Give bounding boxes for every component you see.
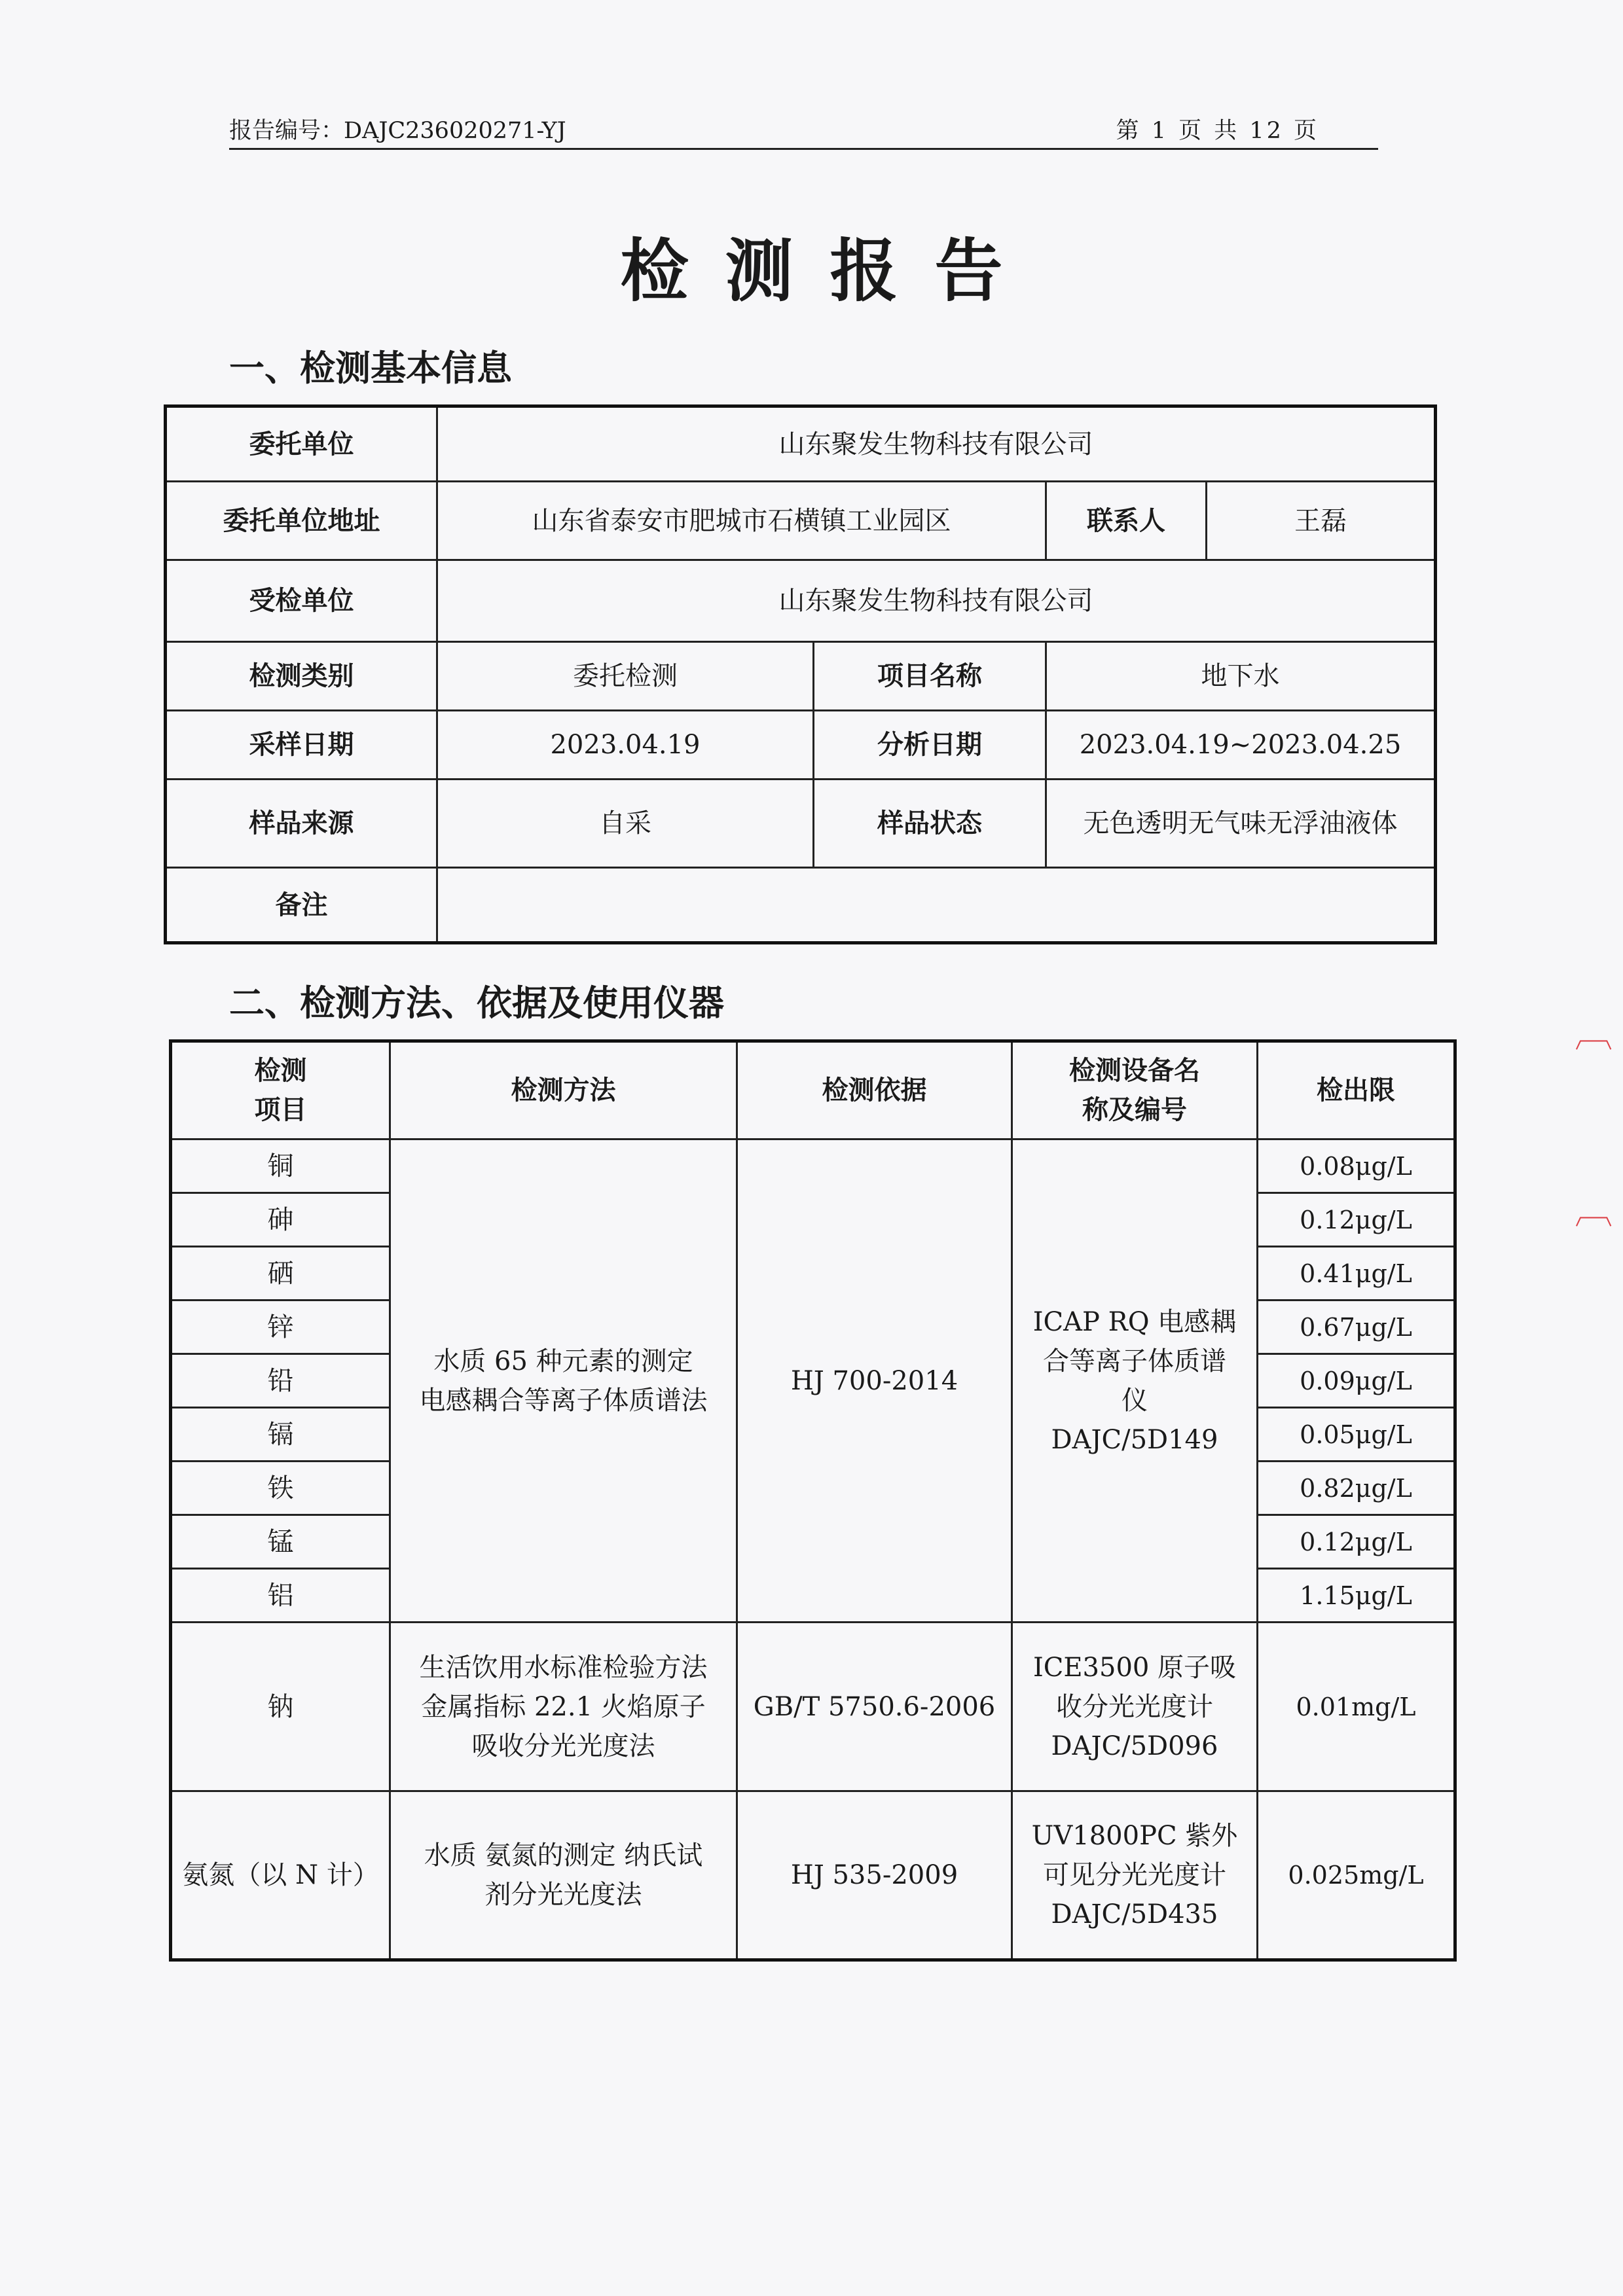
sample-source-value: 自采 [437, 780, 814, 868]
report-number: 报告编号：DAJC236020271-YJ [229, 118, 566, 144]
analysis-date-value: 2023.04.19~2023.04.25 [1046, 711, 1436, 780]
method-line: 电感耦合等离子体质谱法 [419, 1385, 708, 1416]
section-basic-info-title: 一、检测基本信息 [229, 348, 512, 389]
analysis-date-label: 分析日期 [814, 711, 1046, 780]
equipment-line: 可见分光光度计 [1043, 1860, 1226, 1890]
sampling-date-label: 采样日期 [166, 711, 437, 780]
client-label: 委托单位 [166, 406, 437, 482]
detection-limit: 0.41μg/L [1258, 1247, 1455, 1300]
detection-limit: 1.15μg/L [1258, 1569, 1455, 1623]
equipment-line: UV1800PC 紫外 [1031, 1821, 1238, 1851]
table-row [171, 1791, 1455, 1960]
item-name: 硒 [171, 1247, 390, 1300]
table-header-row [171, 1041, 1455, 1139]
sample-source-label: 样品来源 [166, 780, 437, 868]
header-basis: 检测依据 [737, 1041, 1012, 1139]
item-name: 锰 [171, 1515, 390, 1569]
item-name: 铝 [171, 1569, 390, 1623]
detection-limit: 0.12μg/L [1258, 1515, 1455, 1569]
equipment-line: DAJC/5D149 [1051, 1424, 1218, 1455]
category-value: 委托检测 [437, 642, 814, 711]
contact-value: 王磊 [1207, 482, 1436, 560]
equipment-cell [1012, 1139, 1258, 1623]
item-name: 铁 [171, 1462, 390, 1515]
seal-stamp-fragment: 〔 [1570, 1013, 1615, 1052]
table-row [171, 1623, 1455, 1791]
project-value: 地下水 [1046, 642, 1436, 711]
equipment-line: 合等离子体质谱 [1043, 1346, 1226, 1376]
equipment-line: 仪 [1122, 1385, 1148, 1416]
address-value: 山东省泰安市肥城市石横镇工业园区 [437, 482, 1046, 560]
table-row [166, 560, 1436, 642]
section-method-title: 二、检测方法、依据及使用仪器 [229, 982, 724, 1024]
header-item-line1: 检测 [254, 1056, 307, 1086]
method-cell [390, 1623, 737, 1791]
item-name: 氨氮（以 N 计） [171, 1791, 390, 1960]
method-table [169, 1039, 1457, 1962]
seal-stamp-fragment: 〔 [1570, 1189, 1615, 1229]
address-label: 委托单位地址 [166, 482, 437, 560]
equipment-cell [1012, 1791, 1258, 1960]
method-line: 剂分光光度法 [484, 1880, 642, 1910]
table-row [166, 868, 1436, 943]
item-name: 镉 [171, 1408, 390, 1462]
table-row [166, 642, 1436, 711]
sample-state-value: 无色透明无气味无浮油液体 [1046, 780, 1436, 868]
method-cell [390, 1139, 737, 1623]
equipment-cell [1012, 1623, 1258, 1791]
method-line: 水质 65 种元素的测定 [433, 1346, 693, 1376]
header-equipment [1012, 1041, 1258, 1139]
detection-limit: 0.01mg/L [1258, 1623, 1455, 1791]
method-line: 吸收分光光度法 [471, 1731, 655, 1761]
report-title: 检测报告 [620, 231, 1040, 311]
basis-cell: GB/T 5750.6-2006 [737, 1623, 1012, 1791]
method-cell [390, 1791, 737, 1960]
basic-info-table [164, 404, 1437, 944]
equipment-line: 收分光光度计 [1056, 1691, 1213, 1722]
table-row [166, 406, 1436, 482]
item-name: 砷 [171, 1193, 390, 1247]
table-row [166, 780, 1436, 868]
page-info: 第 1 页 共 12 页 [1116, 118, 1319, 144]
remarks-label: 备注 [166, 868, 437, 943]
client-value: 山东聚发生物科技有限公司 [437, 406, 1436, 482]
detection-limit: 0.67μg/L [1258, 1300, 1455, 1354]
remarks-value [437, 868, 1436, 943]
basis-cell: HJ 700-2014 [737, 1139, 1012, 1623]
equipment-line: ICE3500 原子吸 [1032, 1652, 1237, 1683]
detection-limit: 0.025mg/L [1258, 1791, 1455, 1960]
table-row [166, 711, 1436, 780]
contact-label: 联系人 [1046, 482, 1207, 560]
sampling-date-value: 2023.04.19 [437, 711, 814, 780]
category-label: 检测类别 [166, 642, 437, 711]
detection-limit: 0.08μg/L [1258, 1139, 1455, 1193]
item-name: 铅 [171, 1354, 390, 1408]
sample-state-label: 样品状态 [814, 780, 1046, 868]
equipment-line: ICAP RQ 电感耦 [1032, 1306, 1237, 1337]
header-limit: 检出限 [1258, 1041, 1455, 1139]
page-header [229, 117, 1378, 150]
equipment-line: DAJC/5D435 [1051, 1899, 1218, 1929]
header-item-line2: 项目 [254, 1095, 307, 1125]
header-equipment-line1: 检测设备名 [1069, 1056, 1200, 1086]
item-name: 铜 [171, 1139, 390, 1193]
basis-cell: HJ 535-2009 [737, 1791, 1012, 1960]
method-line: 生活饮用水标准检验方法 [419, 1652, 708, 1683]
header-equipment-line2: 称及编号 [1082, 1095, 1187, 1125]
project-label: 项目名称 [814, 642, 1046, 711]
method-line: 金属指标 22.1 火焰原子 [421, 1691, 706, 1722]
equipment-line: DAJC/5D096 [1051, 1731, 1218, 1761]
inspected-unit-value: 山东聚发生物科技有限公司 [437, 560, 1436, 642]
item-name: 钠 [171, 1623, 390, 1791]
detection-limit: 0.05μg/L [1258, 1408, 1455, 1462]
table-row [171, 1139, 1455, 1193]
table-row [166, 482, 1436, 560]
header-item [171, 1041, 390, 1139]
item-name: 锌 [171, 1300, 390, 1354]
detection-limit: 0.09μg/L [1258, 1354, 1455, 1408]
method-line: 水质 氨氮的测定 纳氏试 [424, 1840, 703, 1871]
detection-limit: 0.12μg/L [1258, 1193, 1455, 1247]
detection-limit: 0.82μg/L [1258, 1462, 1455, 1515]
header-method: 检测方法 [390, 1041, 737, 1139]
inspected-unit-label: 受检单位 [166, 560, 437, 642]
